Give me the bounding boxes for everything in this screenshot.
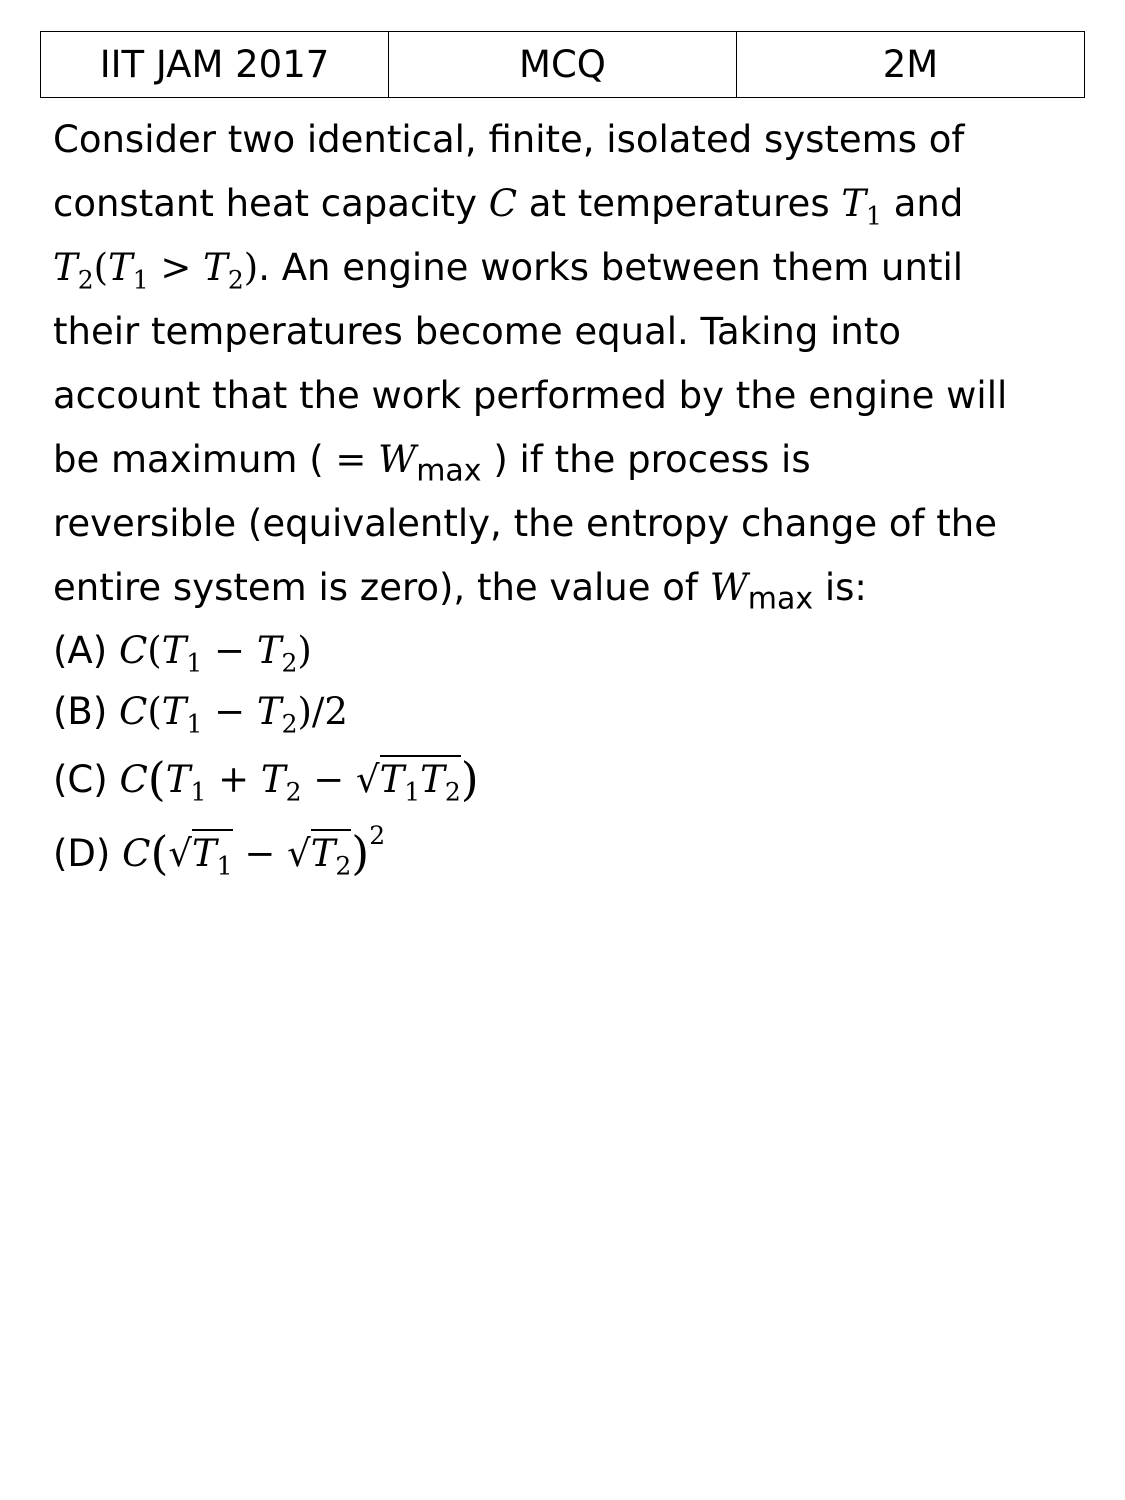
question-line: be maximum ( = $W_{max}$ ) if the process is bbox=[53, 438, 811, 489]
sqrt-symbol: $√T_1T_2$ bbox=[356, 743, 461, 817]
header-type: MCQ bbox=[388, 32, 736, 97]
question-line: Consider two identical, finite, isolated systems of bbox=[53, 118, 965, 161]
symbol-c: C bbox=[488, 182, 518, 225]
question-line: reversible (equivalently, the entropy change of the bbox=[53, 502, 998, 545]
option-a-expression: $C(T_1 - T_2)$ bbox=[118, 629, 312, 678]
sqrt-symbol: $√T_1$ bbox=[168, 817, 232, 891]
option-b[interactable]: (B) $C(T_1 - T_2)/2$ bbox=[53, 690, 348, 739]
inequality: $T_2(T_1 > T_2)$ bbox=[53, 246, 259, 295]
option-c[interactable]: (C) $C(T_1 + T_2 - √T_1T_2)$ bbox=[53, 742, 479, 816]
question-text bbox=[53, 108, 1103, 620]
question-line: $T_2(T_1 > T_2)$. An engine works between them until bbox=[53, 246, 964, 295]
option-a[interactable]: (A) $C(T_1 - T_2)$ bbox=[53, 629, 312, 678]
question-line: their temperatures become equal. Taking into bbox=[53, 310, 901, 353]
question-line: entire system is zero), the value of $W_{max}$ is: bbox=[53, 566, 867, 617]
question-line: account that the work performed by the engine will bbox=[53, 374, 1008, 417]
answer-options bbox=[53, 620, 479, 890]
header-table bbox=[40, 31, 1085, 98]
symbol-w: W bbox=[709, 566, 748, 609]
option-d-expression: $C(√T_1 - √T_2)^2$ bbox=[122, 832, 385, 875]
option-d[interactable]: (D) $C(√T_1 - √T_2)^2$ bbox=[53, 816, 479, 890]
option-c-expression: $C(T_1 + T_2 - √T_1T_2)$ bbox=[119, 758, 478, 801]
header-marks: 2M bbox=[736, 32, 1084, 97]
option-b-expression: $C(T_1 - T_2)/2$ bbox=[119, 690, 348, 739]
question-line: constant heat capacity C at temperatures $T_1$ and bbox=[53, 182, 964, 231]
sqrt-symbol: $√T_2$ bbox=[287, 817, 351, 891]
header-exam: IIT JAM 2017 bbox=[99, 43, 330, 86]
w-max-equals: = W bbox=[323, 438, 417, 481]
